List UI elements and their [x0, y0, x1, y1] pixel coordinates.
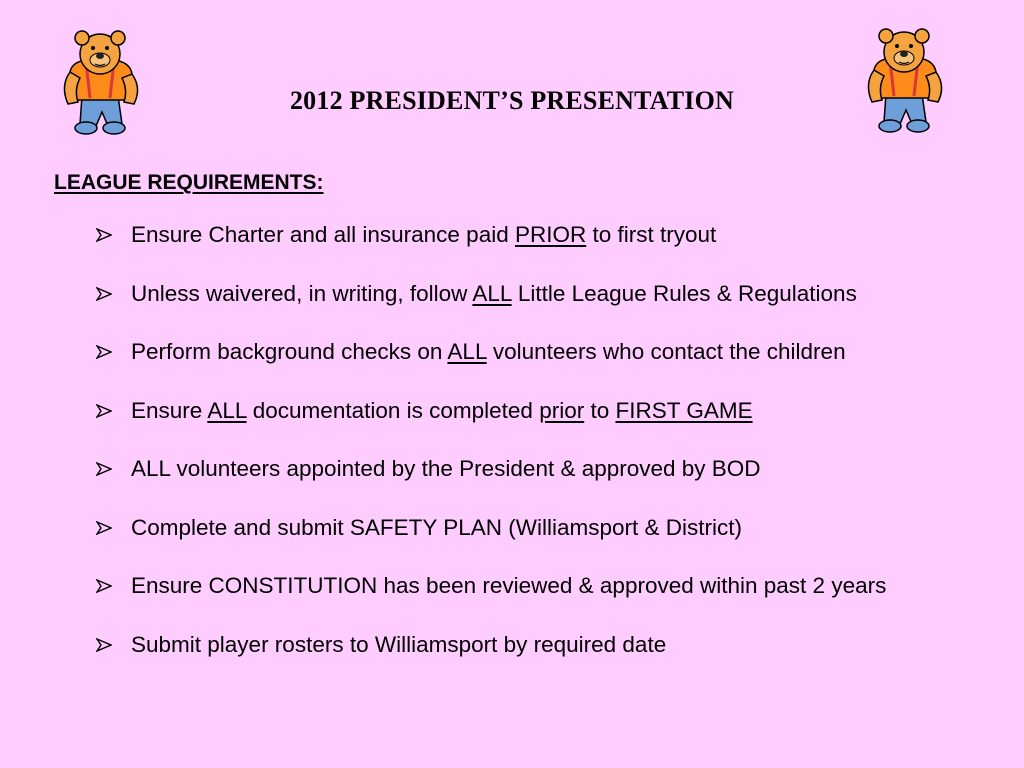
emphasis-text: prior [539, 397, 585, 423]
arrow-bullet-icon [96, 462, 112, 476]
item-text: Little League Rules & Regulations [511, 280, 857, 306]
item-text: Unless waivered, in writing, follow [131, 280, 473, 306]
arrow-bullet-icon [96, 287, 112, 301]
emphasis-text: ALL [447, 339, 487, 364]
list-item [96, 396, 886, 455]
arrow-bullet-icon [96, 638, 112, 652]
arrow-bullet-icon [96, 228, 112, 242]
arrow-bullet-icon [96, 404, 112, 418]
list-item [96, 454, 886, 513]
slide-title: 2012 PRESIDENT’S PRESENTATION [289, 86, 735, 115]
section-heading: LEAGUE REQUIREMENTS: [54, 171, 324, 194]
emphasis-text: ALL [207, 397, 247, 423]
list-item [96, 220, 886, 279]
list-item [96, 337, 886, 396]
bear-mascot-icon [52, 28, 148, 138]
item-text: volunteers who contact the children [486, 339, 846, 364]
bear-mascot-icon [856, 26, 952, 136]
list-item [96, 513, 886, 572]
item-text: ALL volunteers appointed by the President & approved by BOD [131, 456, 761, 481]
item-text: to first tryout [586, 222, 717, 247]
list-item [96, 571, 886, 630]
emphasis-text: FIRST GAME [615, 397, 753, 423]
item-text: Perform background checks on [131, 339, 448, 364]
emphasis-text: PRIOR [514, 222, 587, 247]
list-item [96, 630, 886, 689]
item-text: Ensure Charter and all insurance paid [131, 222, 515, 247]
arrow-bullet-icon [96, 579, 112, 593]
item-text: Ensure [131, 397, 208, 423]
item-text: documentation is completed [246, 397, 540, 423]
item-text: Ensure CONSTITUTION has been reviewed & approved within past 2 years [131, 573, 887, 598]
item-text: Complete and submit SAFETY PLAN (Williamsport & District) [131, 514, 742, 540]
emphasis-text: ALL [472, 280, 512, 306]
list-item [96, 279, 886, 338]
requirements-list [96, 220, 886, 688]
arrow-bullet-icon [96, 521, 112, 535]
item-text: to [584, 397, 616, 423]
arrow-bullet-icon [96, 345, 112, 359]
item-text: Submit player rosters to Williamsport by required date [131, 631, 667, 657]
